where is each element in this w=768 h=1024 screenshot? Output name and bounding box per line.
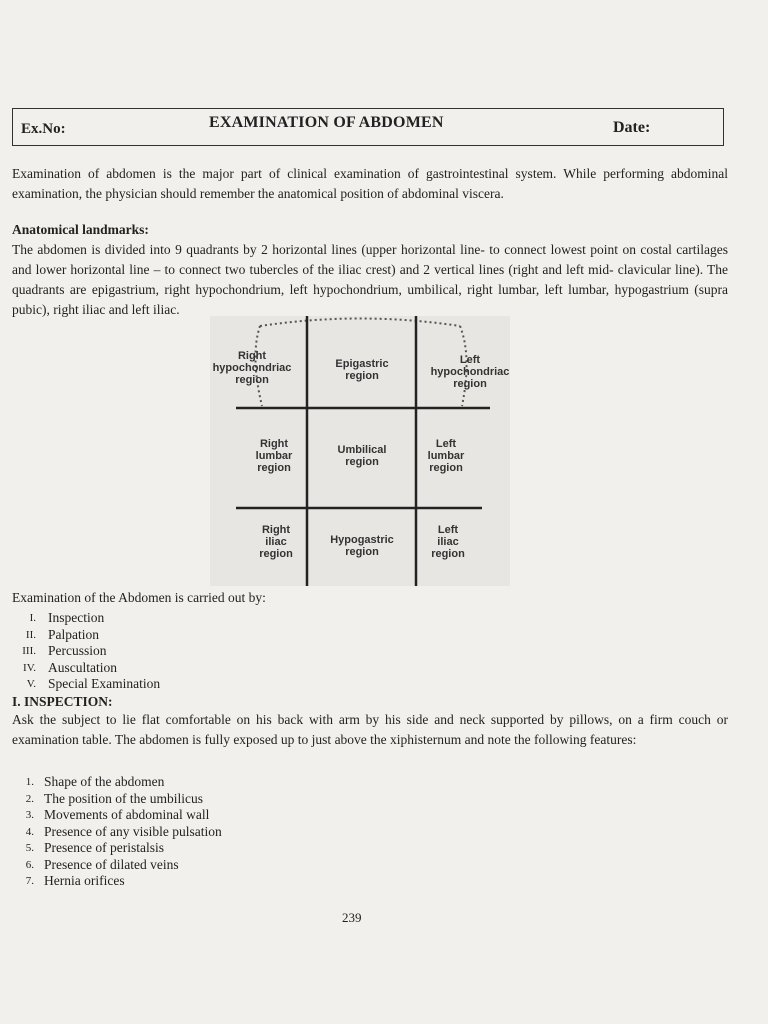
page-title: EXAMINATION OF ABDOMEN	[209, 114, 444, 131]
inspection-features-list	[12, 774, 222, 890]
list-item: 6. Presence of dilated veins	[25, 856, 179, 872]
inspection-paragraph: Ask the subject to lie flat comfortable on his back with arm by his side and neck supported by pillows, on a firm couch or examination table. The abdomen is fully exposed up to just above the xiphisternum and note the following features:	[12, 712, 728, 747]
list-item: II. Palpation	[25, 626, 99, 642]
abdominal-regions-diagram	[200, 316, 520, 586]
region-right-iliac: Right iliac region	[259, 524, 293, 560]
exercise-number-label: Ex.No:	[21, 121, 66, 137]
intro-paragraph: Examination of abdomen is the major part of clinical examination of gastrointestinal system. While performing abdominal examination, the physician should remember the anatomical position of abdominal viscera.	[12, 166, 728, 201]
inspection-heading: I. INSPECTION:	[12, 694, 113, 709]
list-item: 1. Shape of the abdomen	[25, 774, 165, 789]
list-item: 4. Presence of any visible pulsation	[25, 823, 222, 839]
list-item: 7. Hernia orifices	[25, 873, 125, 888]
list-item: I. Inspection	[29, 610, 105, 625]
region-left-lumbar: Left lumbar region	[427, 438, 465, 474]
landmarks-paragraph: The abdomen is divided into 9 quadrants by 2 horizontal lines (upper horizontal line- to connect lowest point on costal cartilages and lower horizontal line – to connect two tubercles of the iliac crest) and 2 vertical lines (right and left mid- clavicular line). The quadrants are epigastrium, right hypochondrium, left hypochondrium, umbilical, right lumbar, left lumbar, hypogastrium (supra pubic), right iliac and left iliac.	[12, 242, 728, 317]
region-right-hypochondriac: Right hypochondriac region	[212, 350, 292, 386]
list-item: IV. Auscultation	[23, 659, 117, 675]
list-item: 3. Movements of abdominal wall	[25, 807, 210, 822]
landmarks-heading: Anatomical landmarks:	[12, 222, 149, 237]
date-label: Date:	[613, 119, 651, 136]
methods-intro: Examination of the Abdomen is carried out by:	[12, 590, 266, 605]
exercise-header	[12, 108, 724, 146]
region-epigastric: Epigastric region	[335, 358, 389, 382]
list-item: V. Special Examination	[26, 676, 161, 691]
region-left-iliac: Left iliac region	[431, 524, 465, 560]
region-right-lumbar: Right lumbar region	[255, 438, 293, 474]
page-number: 239	[342, 910, 362, 925]
methods-list	[12, 610, 160, 693]
list-item: 2. The position of the umbilicus	[25, 790, 203, 806]
region-left-hypochondriac: Left hypochondriac region	[430, 354, 510, 390]
region-umbilical: Umbilical region	[337, 444, 387, 468]
list-item: III. Percussion	[22, 643, 107, 658]
list-item: 5. Presence of peristalsis	[25, 840, 164, 855]
region-hypogastric: Hypogastric region	[330, 534, 394, 558]
